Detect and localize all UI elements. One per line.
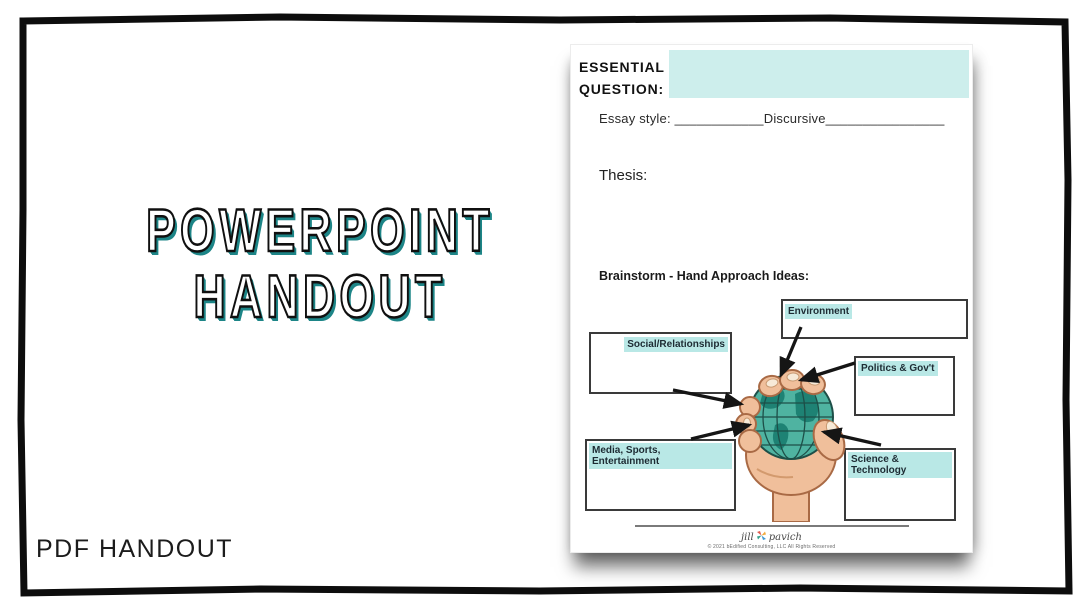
- brand-logo: [571, 530, 972, 543]
- footer-divider: [635, 525, 909, 527]
- slide-title-line2: HANDOUT: [193, 263, 447, 330]
- brainstorm-heading: Brainstorm - Hand Approach Ideas:: [599, 269, 809, 283]
- brainstorm-box-social-relationships: [589, 332, 732, 394]
- slide-title: [50, 198, 590, 330]
- pdf-handout-caption: PDF HANDOUT: [36, 535, 234, 563]
- box-label-politics-govt: Politics & Gov't: [858, 361, 938, 376]
- box-label-media-sports-entertainment: Media, Sports, Entertainment: [589, 443, 732, 469]
- brainstorm-box-media-sports-entertainment: [585, 439, 736, 511]
- box-label-environment: Environment: [785, 304, 852, 319]
- pdf-page: [570, 44, 973, 553]
- brand-first-name: jill: [741, 532, 754, 543]
- essential-question-line1: ESSENTIAL: [579, 59, 665, 75]
- essay-style-line: Essay style: ____________Discursive________________: [599, 111, 945, 126]
- thesis-label: Thesis:: [599, 167, 648, 184]
- hand-holding-globe-illustration: [723, 357, 859, 522]
- brainstorm-box-science-technology: [844, 448, 956, 521]
- pinwheel-icon: [756, 530, 767, 541]
- brainstorm-box-politics-govt: [854, 356, 955, 416]
- box-label-science-technology: Science & Technology: [848, 452, 952, 478]
- essential-question-line2: QUESTION:: [579, 81, 664, 97]
- box-label-social-relationships: Social/Relationships: [624, 337, 728, 352]
- copyright-text: © 2021 bEdified Consulting, LLC All Rights Reserved: [707, 544, 836, 550]
- essential-question-label: [579, 56, 665, 100]
- essential-question-highlight: [669, 50, 969, 98]
- slide-title-line1: POWERPOINT: [146, 197, 494, 264]
- brand-last-name: pavich: [768, 532, 802, 543]
- brainstorm-box-environment: [781, 299, 968, 339]
